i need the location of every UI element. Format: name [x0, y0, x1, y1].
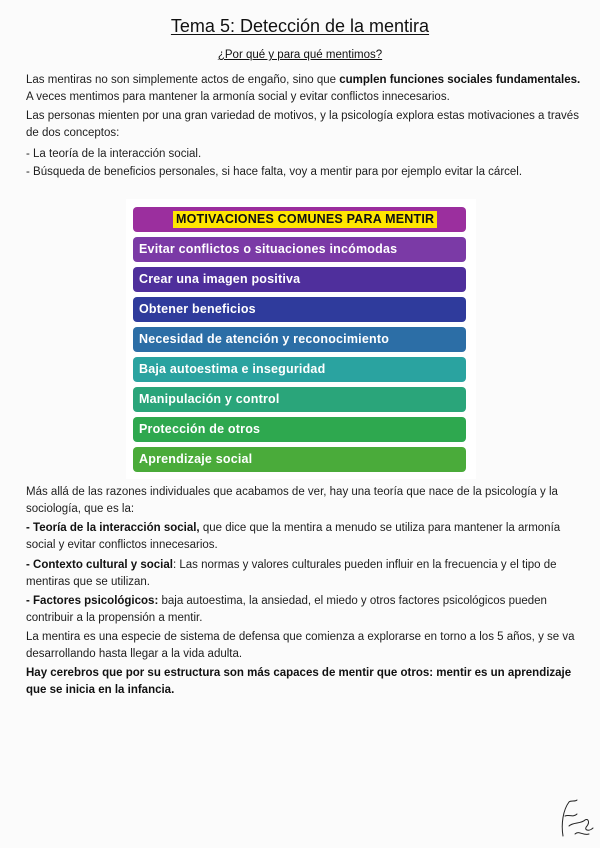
theory-item-2 [26, 557, 581, 591]
theory-item-3-text: baja autoestima, la ansiedad, el miedo y otros factores psicológicos pueden contribuir a la propensión a mentir. [26, 595, 547, 624]
intro-rest: A veces mentimos para mantener la armonía social y evitar conflictos innecesarios. [26, 91, 450, 103]
concept-list-item-1: - La teoría de la interacción social. [26, 148, 202, 160]
conclusion-paragraph [26, 665, 581, 699]
theory-item-1 [26, 520, 581, 554]
motivation-item: Baja autoestima e inseguridad [133, 357, 466, 382]
theory-item-3 [26, 593, 581, 627]
signature-mark [555, 796, 595, 842]
intro-bold: cumplen funciones sociales fundamentales. [339, 74, 581, 86]
page-title: Tema 5: Detección de la mentira [170, 16, 430, 36]
motivation-item: Protección de otros [133, 417, 466, 442]
infographic-header [133, 207, 466, 232]
motivation-item: Evitar conflictos o situaciones incómodas [133, 237, 466, 262]
motivation-item: Aprendizaje social [133, 447, 466, 472]
theory-item-2-bold: - Contexto cultural y social [26, 559, 173, 571]
motivation-item: Manipulación y control [133, 387, 466, 412]
intro-paragraph-2: Las personas mienten por una gran variedad de motivos, y la psicología explora estas motivaciones a través de dos conceptos: [26, 110, 579, 139]
theory-item-2-text: : Las normas y valores culturales pueden influir en la frecuencia y el tipo de mentiras que se utilizan. [26, 559, 557, 588]
conclusion-bold: Hay cerebros que por su estructura son más capaces de mentir que otros: mentir es un aprendizaje que se inicia en la infancia. [26, 667, 572, 696]
theory-item-1-bold: - Teoría de la interacción social, [26, 522, 200, 534]
motivation-item: Obtener beneficios [133, 297, 466, 322]
intro-text: Las mentiras no son simplemente actos de engaño, sino que [26, 74, 340, 86]
infographic-header-label: MOTIVACIONES COMUNES PARA MENTIR [173, 211, 437, 228]
development-paragraph: La mentira es una especie de sistema de defensa que comienza a explorarse en torno a los 5 años, y se va desarrollando hasta llegar a la vida adulta. [26, 631, 575, 660]
theory-item-1-text: que dice que la mentira a menudo se utiliza para mantener la armonía social y evitar conflictos innecesarios. [26, 522, 561, 551]
page-subtitle: ¿Por qué y para qué mentimos? [217, 49, 383, 61]
motivation-item: Necesidad de atención y reconocimiento [133, 327, 466, 352]
theory-item-3-bold: - Factores psicológicos: [26, 595, 159, 607]
intro-paragraph-1 [26, 72, 581, 106]
theory-intro-paragraph: Más allá de las razones individuales que acabamos de ver, hay una teoría que nace de la psicología y la sociología, que es la: [26, 486, 558, 515]
motivations-infographic [126, 199, 476, 479]
concept-list-item-2: - Búsqueda de beneficios personales, si hace falta, voy a mentir para por ejemplo evitar la cárcel. [26, 166, 523, 178]
motivation-item: Crear una imagen positiva [133, 267, 466, 292]
